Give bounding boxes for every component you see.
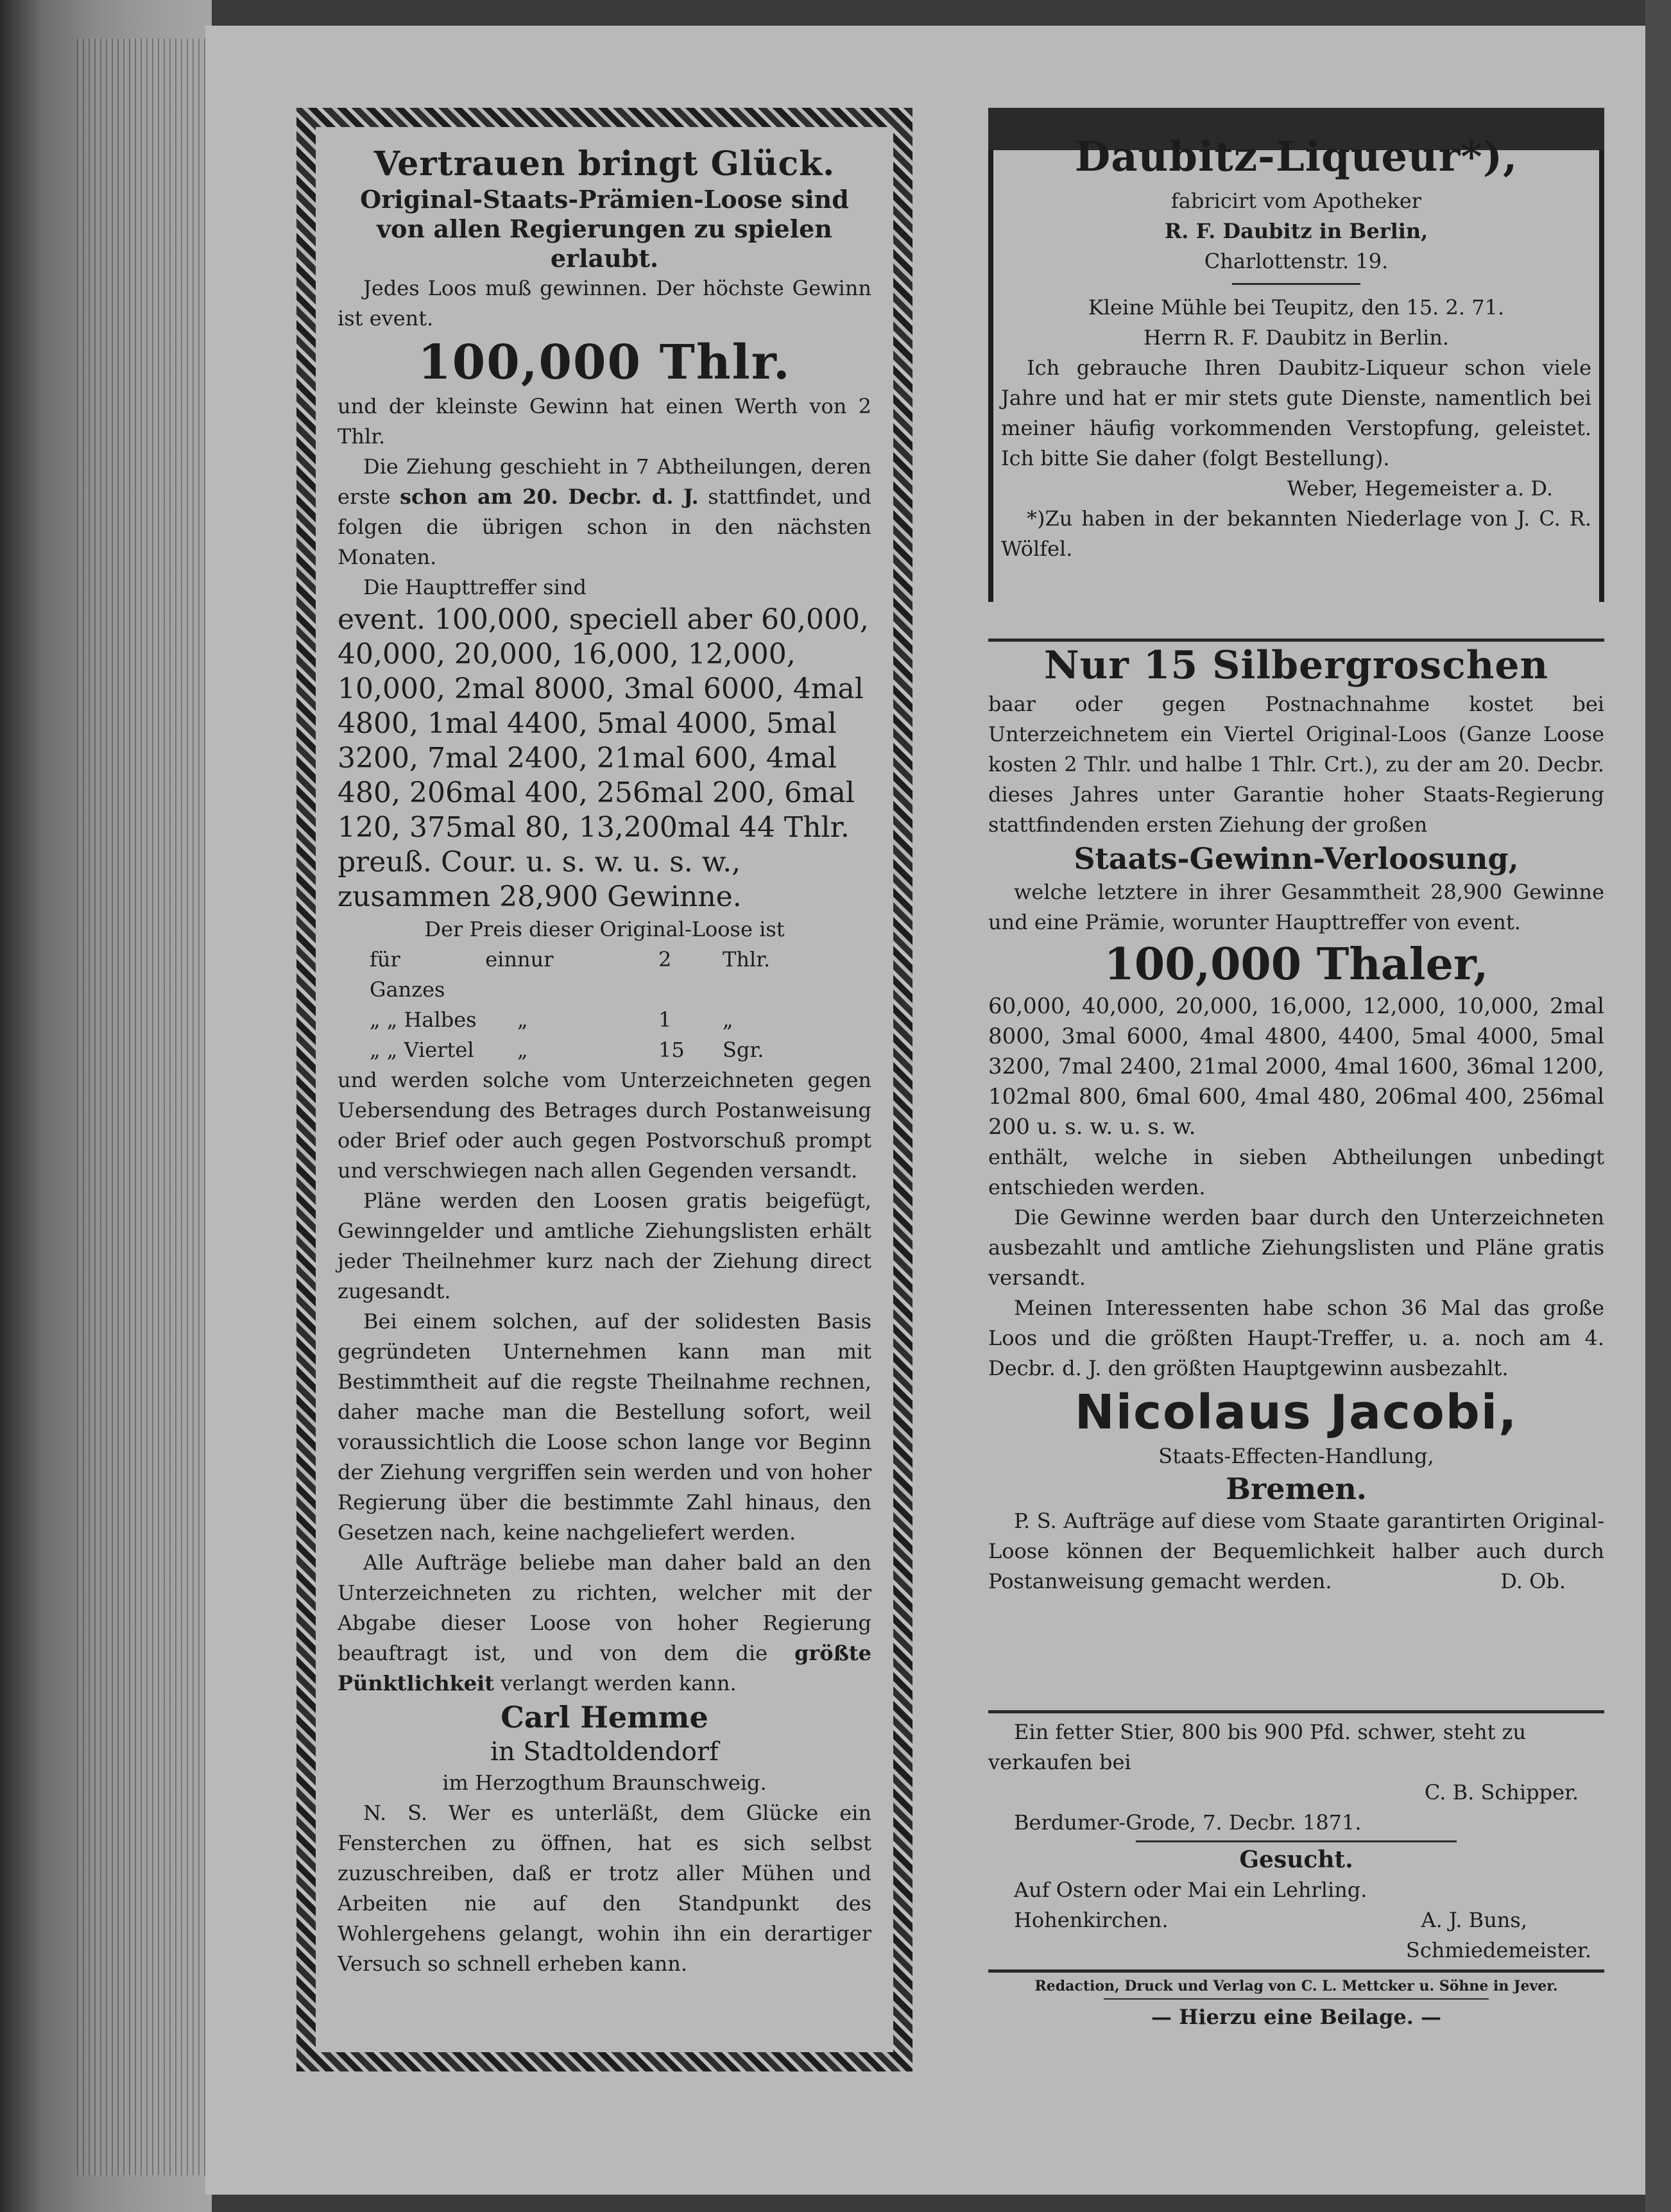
- ad-paragraph: [338, 452, 871, 572]
- daubitz-line: Charlottenstr. 19.: [1204, 249, 1389, 273]
- price-value: 15: [658, 1038, 685, 1062]
- ad-text: stattfindet, und folgen die übrigen schon in den nächsten Monaten.: [338, 484, 872, 569]
- ad-heading: Vertrauen bringt Glück.: [373, 144, 836, 184]
- daubitz-line: R. F. Daubitz in Berlin,: [1164, 219, 1428, 243]
- price-row: [338, 945, 871, 1005]
- daubitz-letter-head: Kleine Mühle bei Teupitz, den 15. 2. 71.: [1088, 295, 1505, 320]
- lottery-ad-hemme: [296, 108, 913, 2071]
- ad-text: Alle Aufträge beliebe man daher bald an den Unterzeichneten zu richten, welcher mit der Abgabe dieser Loose von hoher Regierung beauftragt ist, und von dem die: [338, 1550, 871, 1665]
- stier-text: Ein fetter Stier, 800 bis 900 Pfd. schwer, steht zu verkaufen bei: [988, 1720, 1527, 1774]
- ad-paragraph: Pläne werden den Loosen gratis beigefügt, Gewinngelder und amtliche Ziehungslisten erhält jeder Theilnehmer kurz nach der Ziehung direct zugesandt.: [338, 1188, 871, 1303]
- gesucht-signature-row: [988, 1905, 1604, 1935]
- page-right-shadow: [1645, 0, 1671, 2212]
- ad-signer-region: im Herzogthum Braunschweig.: [442, 1770, 767, 1795]
- jacobi-paragraph: Meinen Interessenten habe schon 36 Mal das große Loos und die größten Haupt-Treffer, u. a. noch am 4. Decbr. d. J. den größten Hauptgewinn ausbezahlt.: [988, 1296, 1604, 1380]
- price-unit: „: [723, 1007, 733, 1032]
- price-nur: nur: [517, 947, 554, 972]
- ad-text: Die Ziehung geschieht in 7 Abtheilungen, deren erste: [338, 454, 871, 509]
- jacobi-prize-list: 60,000, 40,000, 20,000, 16,000, 12,000, 10,000, 2mal 8000, 3mal 6000, 4mal 4800, 4400, 5mal 4000, 5mal 3200, 7mal 2400, 21mal 2000, 4mal 1600, 36mal 1200, 102mal 800, 6mal 600, 4mal 480, 206mal 400, 256mal 200 u. s. w. u. s. w.: [988, 993, 1604, 1140]
- price-item: für ein Ganzes: [370, 947, 517, 1002]
- daubitz-letter: Ich gebrauche Ihren Daubitz-Liqueur schon viele Jahre und hat er mir stets gute Dienste, namentlich bei meiner häufig vorkommenden Verstopfung, geleistet. Ich bitte Sie daher (folgt Bestellung).: [1001, 356, 1591, 470]
- gesucht-text: Auf Ostern oder Mai ein Lehrling.: [1014, 1878, 1367, 1902]
- gesucht-title: Gesucht.: [1239, 1846, 1353, 1873]
- stier-seller: C. B. Schipper.: [1424, 1780, 1579, 1805]
- daubitz-ad-body: [1001, 186, 1591, 564]
- ad-date-bold: schon am 20. Decbr. d. J.: [400, 484, 699, 509]
- small-ads: [988, 1710, 1604, 2032]
- jacobi-amount: 100,000 Thaler,: [1104, 939, 1489, 990]
- divider: [1104, 1998, 1489, 2000]
- jacobi-city: Bremen.: [1226, 1471, 1367, 1506]
- price-item: „ „ Viertel: [370, 1038, 474, 1062]
- price-nur: „: [517, 1038, 528, 1062]
- jacobi-firm: Staats-Effecten-Handlung,: [1158, 1444, 1434, 1468]
- price-nur: „: [517, 1007, 528, 1032]
- ad-signer: Carl Hemme: [501, 1700, 708, 1735]
- ad-paragraph: Die Haupttreffer sind: [363, 575, 587, 599]
- ad-subheading: Original-Staats-Prämien-Loose sind von allen Regierungen zu spielen erlaubt.: [360, 185, 849, 273]
- divider: [988, 1969, 1604, 1973]
- jacobi-name: Nicolaus Jacobi,: [1074, 1385, 1518, 1440]
- jacobi-ps-signature: D. Ob.: [1500, 1569, 1566, 1593]
- gesucht-place: Hohenkirchen.: [1014, 1908, 1169, 1932]
- book-page-edge-lines: [77, 39, 212, 2175]
- price-value: 2: [658, 947, 672, 972]
- daubitz-title: Daubitz-Liqueur*),: [1074, 133, 1518, 181]
- jacobi-paragraph: enthält, welche in sieben Abtheilungen unbedingt entschieden werden.: [988, 1145, 1604, 1199]
- ad-price-intro: Der Preis dieser Original-Loose ist: [424, 917, 785, 941]
- price-row: [338, 1035, 871, 1065]
- imprint: Redaction, Druck und Verlag von C. L. Mettcker u. Söhne in Jever.: [1034, 1978, 1558, 1994]
- price-value: 1: [658, 1007, 672, 1032]
- jacobi-ps: P. S. Aufträge auf diese vom Staate garantirten Original-Loose können der Bequemlichkeit halber auch durch Postanweisung gemacht werden.: [988, 1509, 1604, 1593]
- lottery-ad-jacobi: [988, 639, 1604, 1597]
- gesucht-name: A. J. Buns,: [1421, 1908, 1527, 1932]
- supplement-note: — Hierzu eine Beilage. —: [1151, 2005, 1442, 2029]
- price-unit: Thlr.: [723, 947, 771, 972]
- ad-text-bold: größte Pünktlichkeit: [338, 1641, 872, 1695]
- ad-paragraph: und der kleinste Gewinn hat einen Werth von 2 Thlr.: [338, 394, 871, 449]
- divider: [1136, 1840, 1457, 1842]
- ad-amount: 100,000 Thlr.: [418, 335, 791, 390]
- price-row: [338, 1005, 871, 1035]
- jacobi-title: Nur 15 Silbergroschen: [1043, 643, 1549, 688]
- ad-signer-place: in Stadtoldendorf: [490, 1737, 719, 1767]
- ad-paragraph: [338, 1548, 871, 1699]
- divider: [988, 1710, 1604, 1713]
- daubitz-addressee: Herrn R. F. Daubitz in Berlin.: [1143, 325, 1450, 350]
- jacobi-paragraph: welche letztere in ihrer Gesammtheit 28,900 Gewinne und eine Prämie, worunter Haupttreffer von event.: [988, 880, 1604, 934]
- jacobi-subtitle: Staats-Gewinn-Verloosung,: [1074, 841, 1519, 876]
- ad-ns: N. S. Wer es unterläßt, dem Glücke ein Fensterchen zu öffnen, hat es sich selbst zuzuschreiben, daß er trotz aller Mühen und Arbeiten nie auf den Standpunkt des Wohlergehens gelangt, wohin ihn ein derartiger Versuch so schnell erheben kann.: [338, 1801, 871, 1976]
- ad-prize-list: event. 100,000, speciell aber 60,000, 40,000, 20,000, 16,000, 12,000, 10,000, 2mal 8000, 3mal 6000, 4mal 4800, 1mal 4400, 5mal 4000, 5mal 3200, 7mal 2400, 21mal 600, 4mal 480, 206mal 400, 256mal 200, 6mal 120, 375mal 80, 13,200mal 44 Thlr. preuß. Cour. u. s. w. u. s. w., zusammen 28,900 Gewinne.: [338, 603, 869, 913]
- daubitz-signature: Weber, Hegemeister a. D.: [1287, 476, 1553, 501]
- jacobi-paragraph: baar oder gegen Postnachnahme kostet bei Unterzeichnetem ein Viertel Original-Loos (Ganze Loose kosten 2 Thlr. und halbe 1 Thlr. Crt.), zu der am 20. Decbr. dieses Jahres unter Garantie hoher Staats-Regierung stattfindenden ersten Ziehung der großen: [988, 692, 1604, 837]
- ad-paragraph: Jedes Loos muß gewinnen. Der höchste Gewinn ist event.: [338, 276, 871, 330]
- ad-paragraph: Bei einem solchen, auf der solidesten Basis gegründeten Unternehmen kann man mit Bestimmtheit auf die regste Theilnahme rechnen, daher mache man die Bestellung sofort, weil voraussichtlich die Loose schon lange vor Beginn der Ziehung vergriffen sein werden und von hoher Regierung über die bestimmte Zahl hinaus, den Gesetzen nach, keine nachgeliefert werden.: [338, 1309, 871, 1545]
- stier-place: Berdumer-Grode, 7. Decbr. 1871.: [1014, 1810, 1362, 1835]
- divider: [1232, 283, 1360, 285]
- ad-text: verlangt werden kann.: [501, 1671, 737, 1695]
- jacobi-paragraph: Die Gewinne werden baar durch den Unterzeichneten ausbezahlt und amtliche Ziehungslisten und Pläne gratis versandt.: [988, 1205, 1604, 1290]
- gesucht-job: Schmiedemeister.: [1405, 1938, 1591, 1962]
- price-item: „ „ Halbes: [370, 1007, 477, 1032]
- price-unit: Sgr.: [723, 1038, 764, 1062]
- daubitz-line: fabricirt vom Apotheker: [1170, 189, 1422, 213]
- ad-paragraph: und werden solche vom Unterzeichneten gegen Uebersendung des Betrages durch Postanweisung oder Brief oder auch gegen Postvorschuß prompt und verschwiegen nach allen Gegenden versandt.: [338, 1068, 871, 1183]
- daubitz-footnote: *)Zu haben in der bekannten Niederlage von J. C. R. Wölfel.: [1001, 506, 1591, 561]
